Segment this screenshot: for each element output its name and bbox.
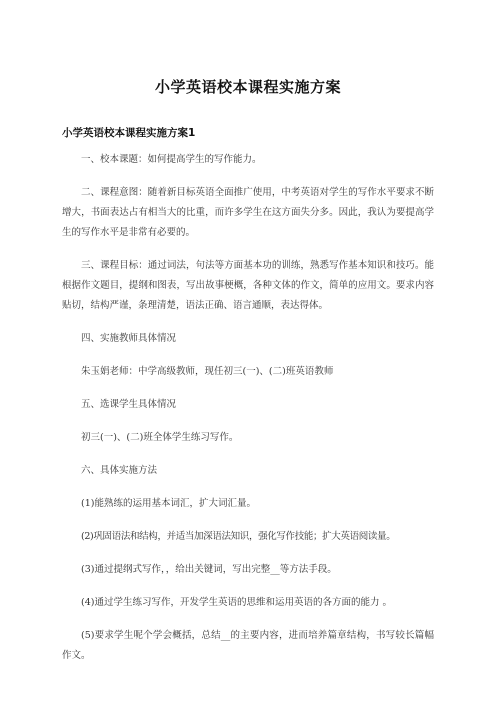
paragraph-intent: 二、课程意图：随着新目标英语全面推广使用，中考英语对学生的写作水平要求不断增大，书面表达占有相当大的比重，而许多学生在这方面失分多。因此，我认为要提高学生的写作水平是非常有必要的。 (62, 187, 434, 238)
section-heading: 小学英语校本课程实施方案1 (62, 127, 196, 139)
paragraph-topic: 一、校本课题：如何提高学生的写作能力。 (81, 154, 262, 165)
method-item-1: (1)能熟练的运用基本词汇，扩大词汇量。 (81, 498, 256, 509)
paragraph-methods-heading: 六、具体实施方法 (81, 465, 158, 476)
method-item-4: (4)通过学生练习写作，开发学生英语的思维和运用英语的各方面的能力 。 (81, 597, 392, 608)
document-body (62, 150, 434, 679)
paragraph-students-info: 初三(一)、(二)班全体学生练习写作。 (81, 432, 239, 443)
method-item-5: (5)要求学生呢个学会概括，总结__的主要内容，进而培养篇章结构，书写较长篇幅作文。 (62, 630, 434, 661)
paragraph-teacher-info: 朱玉娟老师：中学高级教师，现任初三(一)、(二)班英语教师 (81, 366, 334, 377)
paragraph-students-heading: 五、选课学生具体情况 (81, 399, 177, 410)
method-item-2: (2)巩固语法和结构，并适当加深语法知识，强化写作技能；扩大英语阅读量。 (81, 531, 396, 542)
paragraph-teacher-heading: 四、实施教师具体情况 (81, 333, 177, 344)
method-item-3: (3)通过提纲式写作，，给出关键词，写出完整__等方法手段。 (81, 564, 337, 575)
paragraph-goals: 三、课程目标：通过词法，句法等方面基本功的训练，熟悉写作基本知识和技巧。能根据作文题目，提纲和图表，写出故事梗概，各种文体的作文，简单的应用文。要求内容贴切，结构严谨，条理清楚，语法正确、语言通顺，表达得体。 (62, 260, 434, 311)
document-title: 小学英语校本课程实施方案 (154, 78, 341, 96)
